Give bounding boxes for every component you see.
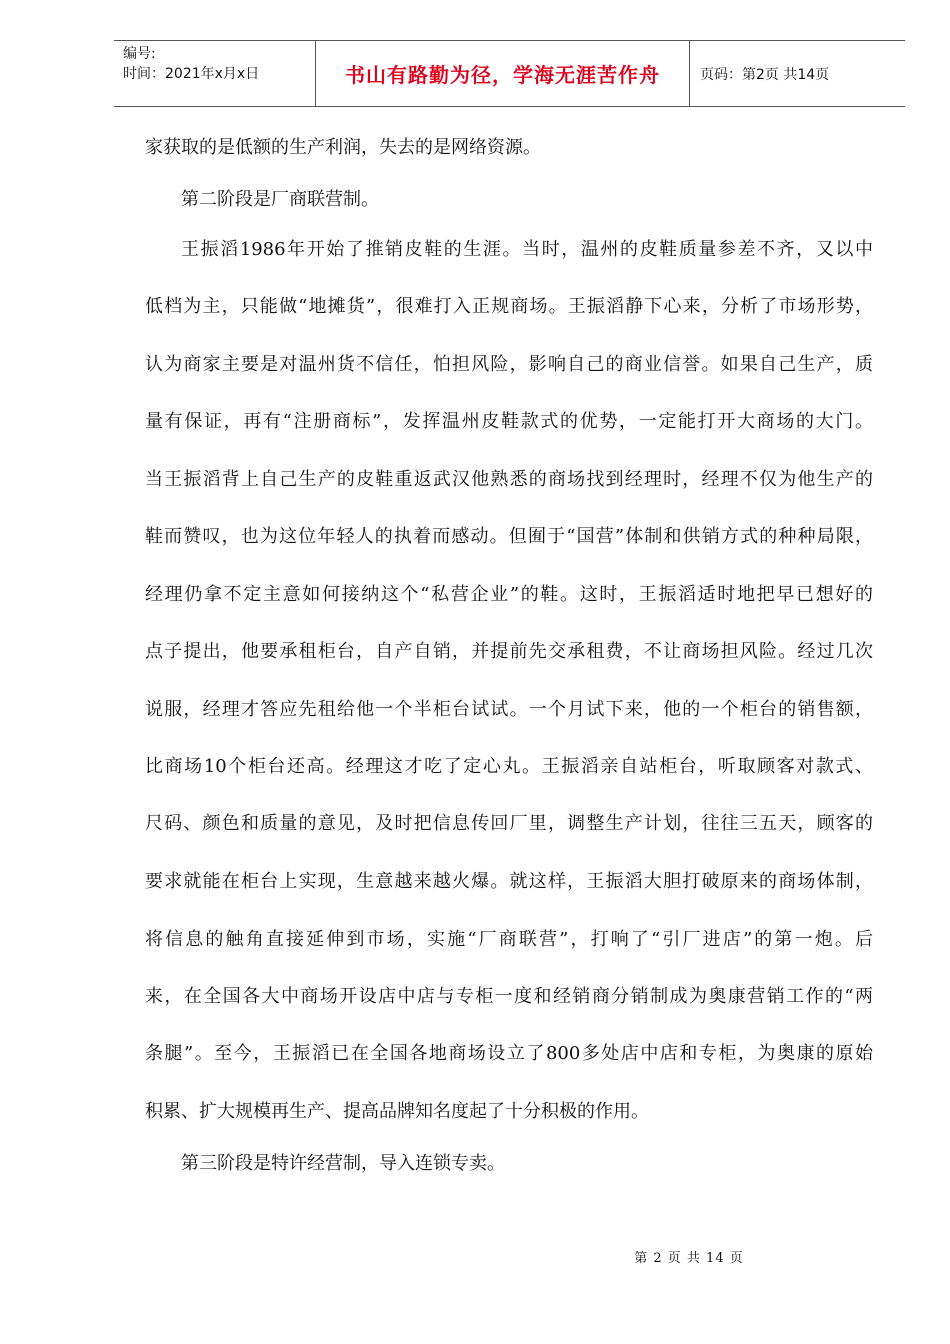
text-line: 低档为主，只能做“地摊货”，很难打入正规商场。王振滔静下心来，分析了市场形势，: [145, 296, 873, 317]
header-page-info: 页码：第2页 共14页: [700, 66, 830, 83]
text-line: 来，在全国各大中商场开设店中店与专柜一度和经销商分销制成为奥康营销工作的“两: [145, 986, 873, 1007]
text-line: 说服，经理才答应先租给他一个半柜台试试。一个月试下来，他的一个柜台的销售额，: [145, 699, 873, 720]
text-line: 积累、扩大规模再生产、提高品牌知名度起了十分积极的作用。: [145, 1101, 649, 1122]
document-time-label: 时间：2021年x月x日: [123, 66, 260, 82]
text-line: 尺码、颜色和质量的意见，及时把信息传回厂里，调整生产计划，往往三五天，顾客的: [145, 813, 873, 834]
text-line: 比商场10个柜台还高。经理这才吃了定心丸。王振滔亲自站柜台，听取顾客对款式、: [145, 756, 873, 777]
text-line: 量有保证，再有“注册商标”，发挥温州皮鞋款式的优势，一定能打开大商场的大门。: [145, 411, 873, 432]
document-number-label: 编号:: [123, 46, 156, 62]
text-line: 要求就能在柜台上实现，生意越来越火爆。就这样，王振滔大胆打破原来的商场体制，: [145, 871, 873, 892]
footer-page-number: 第 2 页 共 14 页: [634, 1251, 744, 1266]
page-footer: [0, 1247, 950, 1266]
text-line: 点子提出，他要承租柜台，自产自销，并提前先交承租费，不让商场担风险。经过几次: [145, 641, 873, 662]
text-line: 鞋而赞叹，也为这位年轻人的执着而感动。但囿于“国营”体制和供销方式的种种局限，: [145, 526, 873, 547]
text-line: 经理仍拿不定主意如何接纳这个“私营企业”的鞋。这时，王振滔适时地把早已想好的: [145, 584, 873, 605]
header-meta: [114, 41, 316, 106]
header-motto-cell: [316, 41, 690, 106]
text-line: 认为商家主要是对温州货不信任，怕担风险，影响自己的商业信誉。如果自己生产，质: [145, 354, 873, 375]
text-line: 家获取的是低额的生产利润，失去的是网络资源。: [145, 137, 541, 158]
text-line: 王振滔1986年开始了推销皮鞋的生涯。当时，温州的皮鞋质量参差不齐，又以中: [181, 239, 873, 260]
header-motto: 书山有路勤为径，学海无涯苦作舟: [345, 63, 660, 87]
header-page-info-cell: [690, 41, 905, 106]
section-heading: 第二阶段是厂商联营制。: [181, 189, 379, 210]
page-header: [114, 40, 905, 107]
text-line: 当王振滔背上自己生产的皮鞋重返武汉他熟悉的商场找到经理时，经理不仅为他生产的: [145, 469, 873, 490]
text-line: 将信息的触角直接延伸到市场，实施“厂商联营”，打响了“引厂进店”的第一炮。后: [145, 929, 873, 950]
text-line: 条腿”。至今，王振滔已在全国各地商场设立了800多处店中店和专柜，为奥康的原始: [145, 1043, 873, 1064]
section-heading: 第三阶段是特许经营制，导入连锁专卖。: [181, 1153, 505, 1174]
